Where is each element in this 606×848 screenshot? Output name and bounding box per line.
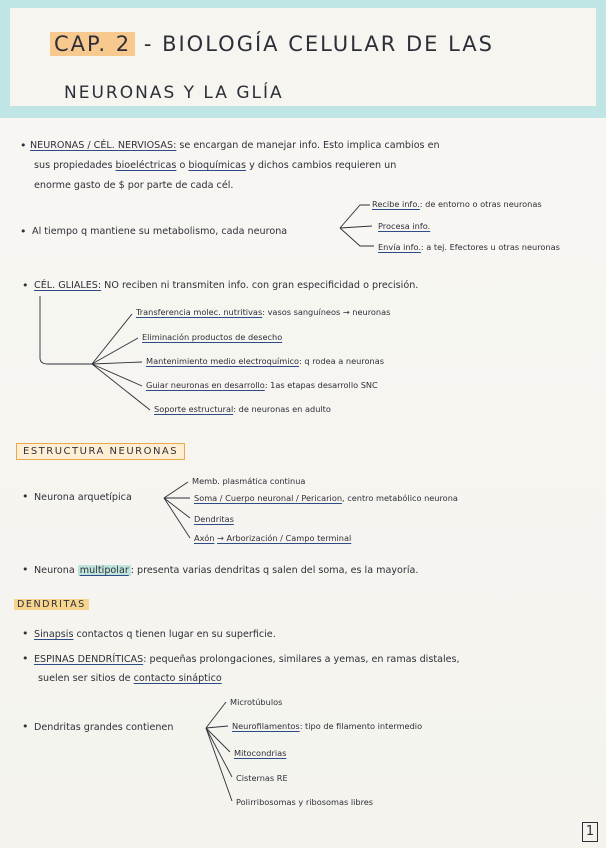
glial-item-2 [142,332,282,342]
dend-item-1 [230,697,282,707]
glial-item-3-desc: : q rodea a neuronas [299,356,384,366]
grandes-label: Dendritas grandes contienen [34,722,174,733]
arrow-glia-2 [92,338,138,364]
arq-item-4-term: Axón [194,533,215,543]
chapter-title-line2: NEURONAS Y LA GLÍA [64,83,284,103]
page-number: 1 [582,822,598,842]
chapter-title-line1 [50,32,494,56]
neuronas-text2e: y dichos cambios requieren un [249,160,397,171]
bullet: • [20,225,27,238]
glial-item-2-term: Eliminación productos de desecho [142,332,283,342]
chapter-title-text: - BIOLOGÍA CELULAR DE LAS [143,32,494,56]
dend-item-3-term: Mitocondrias [234,748,287,758]
bioelectricas-term: bioeléctricas [115,160,177,171]
espinas-desc-2: suelen ser sitios de [38,673,131,684]
arq-item-2-desc: , centro metabólico neurona [342,493,458,503]
title-banner [0,0,606,118]
bioquimicas-term: bioquímicas [188,160,247,171]
dend-item-1-term: Microtúbulos [230,697,283,707]
bullet: • [22,490,29,503]
multipolar-text-a: Neurona [34,565,75,576]
branch-recibe [372,199,542,209]
dend-item-2-desc: : tipo de filamento intermedio [299,721,423,731]
glial-item-5-desc: : de neuronas en adulto [233,404,331,414]
branch-procesa [378,221,430,231]
arquetipica-label: Neurona arquetípica [34,492,132,503]
arrow-arq-3 [164,498,190,518]
arq-item-3 [194,514,234,524]
espinas-line1 [34,654,460,665]
arq-item-3-term: Dendritas [194,514,234,524]
arrow-envia [340,228,374,246]
dend-item-4-term: Cisternas RE [236,773,288,783]
dend-item-4 [236,773,288,783]
dend-item-5 [236,797,373,807]
dendritas-heading-text: DENDRITAS [14,599,89,610]
multipolar-line [34,565,418,576]
arrow-glia-3 [92,362,142,364]
arrow-recibe [340,205,370,228]
envia-desc: : a tej. Efectores u otras neuronas [420,242,560,252]
neuronas-line2 [34,160,396,171]
neuronas-text1: se encargan de manejar info. Esto implica cambios en [179,140,440,151]
arrow-procesa [340,226,372,228]
arrow-dend-1 [206,702,226,728]
arq-item-4 [194,533,351,543]
glial-item-5 [154,404,331,414]
sinapsis-line [34,629,276,640]
branch-envia [378,242,560,252]
recibe-term: Recibe info. [372,199,420,209]
bullet: • [20,139,27,152]
bullet: • [22,652,29,665]
section-estructura-heading: ESTRUCTURA NEURONAS [16,443,185,460]
contacto-sinaptico-term: contacto sináptico [133,673,222,684]
arrow-arq-4 [164,498,190,538]
glial-item-3-term: Mantenimiento medio electroquímico [146,356,300,366]
section-dendritas-heading [14,599,89,610]
sinapsis-desc: contactos q tienen lugar en su superficie. [76,629,276,640]
procesa-term: Procesa info. [378,221,431,231]
neuronas-label: NEURONAS / CÉL. NERVIOSAS: [30,140,177,151]
espinas-line2 [38,673,222,684]
glial-item-4-term: Guiar neuronas en desarrollo [146,380,265,390]
sinapsis-term: Sinapsis [34,629,74,640]
neuronas-line1 [30,140,440,151]
arq-item-1 [192,476,305,486]
multipolar-desc: : presenta varias dendritas q salen del soma, es la mayoría. [130,565,419,576]
bullet: • [22,279,29,292]
neuronas-line3: enorme gasto de $ por parte de cada cél. [34,180,234,191]
arq-item-2-term: Soma / Cuerpo neuronal / Pericarion [194,493,343,503]
dend-item-2 [232,721,422,731]
dend-item-2-term: Neurofilamentos [232,721,300,731]
arrow-dend-4 [206,728,232,777]
metabolismo-text: Al tiempo q mantiene su metabolismo, cada neurona [32,226,288,237]
glia-bracket [40,296,92,364]
recibe-desc: : de entorno o otras neuronas [419,199,542,209]
arrow-glia-4 [92,364,142,386]
gliales-label: CÉL. GLIALES: [34,280,102,291]
gliales-text: NO reciben ni transmiten info. con gran especificidad o precisión. [104,280,419,291]
arq-item-4-desc: → Arborización / Campo terminal [217,533,352,543]
chapter-number: CAP. 2 [50,32,135,56]
arrow-glia-5 [92,364,150,410]
glial-item-1 [136,307,390,317]
title-card [10,8,596,106]
arq-item-2 [194,493,458,503]
multipolar-term: multipolar [79,565,129,576]
arrow-dend-3 [206,728,230,752]
bullet: • [22,720,29,733]
gliales-line [34,280,418,291]
glial-item-1-term: Transferencia molec. nutritivas [136,307,263,317]
dend-item-5-term: Polirribosomas y ribosomas libres [236,797,374,807]
espinas-desc: : pequeñas prolongaciones, similares a yemas, en ramas distales, [143,654,460,665]
arrow-arq-1 [164,482,188,498]
envia-term: Envía info. [378,242,421,252]
glial-item-5-term: Soporte estructural [154,404,234,414]
bullet: • [22,563,29,576]
glial-item-1-desc: : vasos sanguíneos → neuronas [262,307,391,317]
arrow-dend-2 [206,726,228,728]
neuronas-text2a: sus propiedades [34,160,113,171]
dend-item-3 [234,748,286,758]
glial-item-4-desc: : 1as etapas desarrollo SNC [264,380,378,390]
espinas-term: ESPINAS DENDRÍTICAS [34,654,144,665]
arrow-glia-1 [92,314,132,364]
arrow-dend-5 [206,728,232,801]
glial-item-3 [146,356,384,366]
neuronas-text2c: o [179,160,186,171]
glial-item-4 [146,380,378,390]
arq-item-1-term: Memb. plasmática continua [192,476,306,486]
bullet: • [22,627,29,640]
